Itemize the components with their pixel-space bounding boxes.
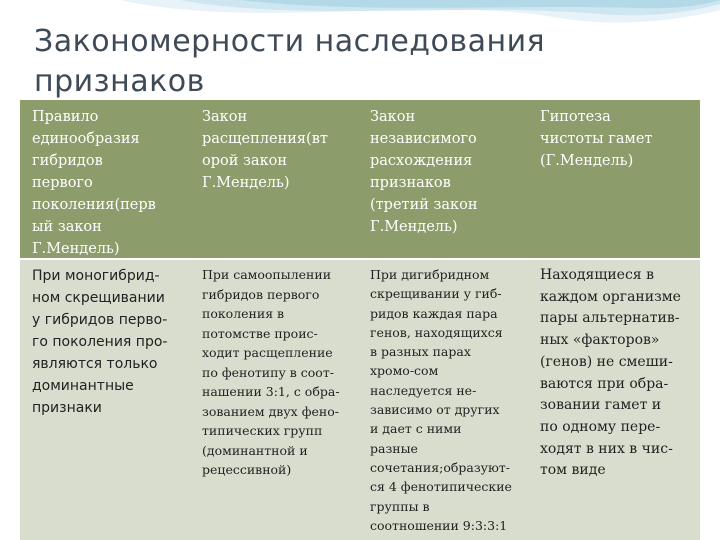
desc-line: соотношении 9:3:3:1 bbox=[370, 517, 508, 533]
desc-line: ся 4 фенотипические bbox=[370, 479, 512, 495]
header-line: поколения(перв bbox=[32, 197, 156, 213]
desc-line: наследуется не- bbox=[370, 382, 477, 398]
desc-line: Находящиеся в bbox=[540, 267, 654, 283]
desc-line: у гибридов перво- bbox=[32, 312, 168, 328]
desc-line: поколения в bbox=[202, 306, 285, 321]
desc-line: и дает с ними bbox=[370, 421, 462, 437]
header-cell-first-law bbox=[20, 100, 190, 258]
desc-line: ридов каждая пара bbox=[370, 305, 498, 321]
desc-line: группы в bbox=[370, 498, 430, 514]
header-line: Г.Мендель) bbox=[370, 219, 458, 235]
header-line: единообразия bbox=[32, 131, 140, 147]
desc-line: признаки bbox=[32, 400, 102, 416]
header-line: первого bbox=[32, 175, 93, 191]
header-cell-gamete-purity bbox=[528, 100, 700, 258]
desc-line: хромо-сом bbox=[370, 363, 439, 379]
desc-line: При дигибридном bbox=[370, 267, 490, 282]
desc-line: являются только bbox=[32, 356, 158, 372]
desc-line: При самоопылении bbox=[202, 267, 332, 282]
desc-line: генов, находящихся bbox=[370, 324, 503, 340]
desc-line: ходят в них в чис- bbox=[540, 440, 673, 457]
desc-line: каждом организме bbox=[540, 288, 681, 305]
laws-table bbox=[20, 100, 700, 540]
title-line: признаков bbox=[34, 64, 205, 99]
header-line: Г.Мендель) bbox=[202, 175, 290, 191]
desc-line: (доминантной и bbox=[202, 442, 308, 458]
desc-line: по фенотипу в соот- bbox=[202, 364, 334, 380]
header-line: орой закон bbox=[202, 153, 288, 169]
desc-line: зованием двух фено- bbox=[202, 403, 339, 419]
header-line: чистоты гамет bbox=[540, 131, 653, 147]
desc-line: го поколения про- bbox=[32, 334, 168, 350]
header-line: признаков bbox=[370, 175, 451, 191]
header-line: расщепления(вт bbox=[202, 131, 328, 147]
header-line: Закон bbox=[370, 109, 416, 125]
desc-line: в разных парах bbox=[370, 344, 471, 360]
desc-line: разные bbox=[370, 440, 418, 456]
table-body-row bbox=[20, 258, 700, 540]
header-line: (Г.Мендель) bbox=[540, 153, 634, 169]
desc-line: (генов) не смеши- bbox=[540, 353, 673, 370]
desc-line: ваются при обра- bbox=[540, 375, 669, 392]
desc-line: сочетания;образуют- bbox=[370, 459, 511, 475]
desc-line: гибридов первого bbox=[202, 286, 320, 302]
desc-line: нашении 3:1, с обра- bbox=[202, 384, 340, 399]
desc-line: ходит расщепление bbox=[202, 345, 333, 360]
desc-line: потомстве проис- bbox=[202, 325, 318, 341]
header-line: расхождения bbox=[370, 153, 473, 169]
desc-cell-second-law bbox=[190, 260, 358, 540]
desc-cell-gamete-purity bbox=[528, 260, 700, 540]
header-line: гибридов bbox=[32, 153, 103, 169]
header-cell-second-law bbox=[190, 100, 358, 258]
desc-line: по одному пере- bbox=[540, 418, 661, 435]
desc-line: рецессивной) bbox=[202, 462, 292, 477]
desc-cell-first-law bbox=[20, 260, 190, 540]
header-line: Г.Мендель) bbox=[32, 241, 120, 257]
header-line: независимого bbox=[370, 131, 477, 147]
desc-line: ном скрещивании bbox=[32, 290, 165, 306]
desc-line: зависимо от других bbox=[370, 402, 500, 418]
desc-line: том виде bbox=[540, 462, 606, 479]
header-line: Правило bbox=[32, 109, 99, 125]
header-line: Закон bbox=[202, 109, 248, 125]
header-line: (третий закон bbox=[370, 197, 478, 213]
header-cell-third-law bbox=[358, 100, 528, 258]
desc-line: типических групп bbox=[202, 423, 323, 438]
desc-cell-third-law bbox=[358, 260, 528, 540]
desc-line: зовании гамет и bbox=[540, 397, 662, 414]
header-line: ый закон bbox=[32, 219, 102, 235]
slide-title bbox=[34, 22, 694, 102]
desc-line: пары альтернатив- bbox=[540, 310, 680, 327]
desc-line: ных «факторов» bbox=[540, 332, 660, 349]
table-header-row bbox=[20, 100, 700, 258]
title-line: Закономерности наследования bbox=[34, 24, 546, 59]
desc-line: доминантные bbox=[32, 378, 134, 394]
header-line: Гипотеза bbox=[540, 109, 611, 125]
desc-line: При моногибрид- bbox=[32, 268, 160, 284]
desc-line: скрещивании у гиб- bbox=[370, 286, 502, 302]
